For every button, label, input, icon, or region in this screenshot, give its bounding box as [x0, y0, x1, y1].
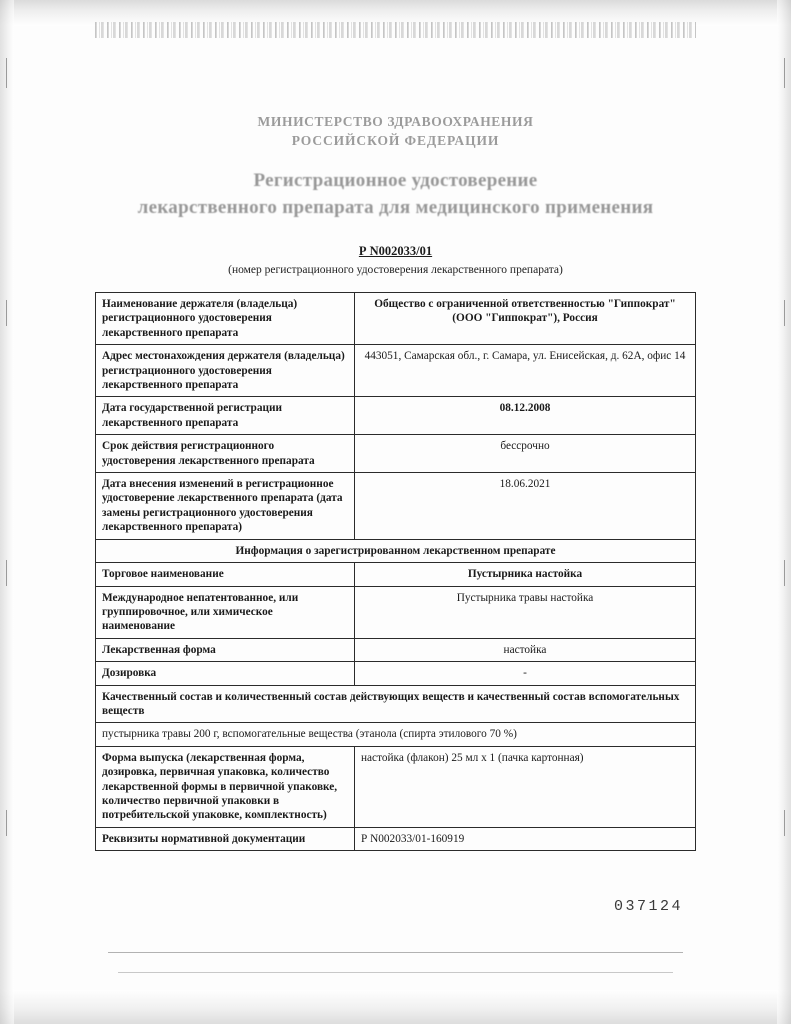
registration-details-table: [95, 292, 696, 851]
document-serial-number: 037124: [613, 898, 683, 915]
table-row: [96, 638, 696, 661]
table-row: [96, 685, 696, 723]
row-value: -: [355, 662, 696, 685]
ministry-line-1: МИНИСТЕРСТВО ЗДРАВООХРАНЕНИЯ: [257, 114, 534, 129]
row-label: Форма выпуска (лекарственная форма, дозировка, первичная упаковка, количество лекарственной формы в первичной упаковке, количество первичной упаковки в потребительской упаковке, комплектность): [96, 746, 355, 827]
row-label: Срок действия регистрационного удостоверения лекарственного препарата: [96, 435, 355, 473]
table-row: [96, 746, 696, 827]
row-value: настойка: [355, 638, 696, 661]
section-header: Информация о зарегистрированном лекарственном препарате: [96, 539, 696, 562]
row-value: 18.06.2021: [355, 473, 696, 540]
row-label: Международное непатентованное, или группировочное, или химическое наименование: [96, 586, 355, 638]
row-value: Пустырника настойка: [355, 563, 696, 586]
table-row: [96, 345, 696, 397]
row-label: Торговое наименование: [96, 563, 355, 586]
row-label: Реквизиты нормативной документации: [96, 827, 355, 850]
table-row: [96, 662, 696, 685]
table-row: [96, 586, 696, 638]
row-value: настойка (флакон) 25 мл х 1 (пачка картонная): [355, 746, 696, 827]
scan-edge-bottom: [0, 990, 791, 1024]
scan-rule: [118, 972, 673, 973]
ministry-line-2: РОССИЙСКОЙ ФЕДЕРАЦИИ: [291, 133, 500, 148]
row-value: Пустырника травы настойка: [355, 586, 696, 638]
ministry-heading: [95, 112, 696, 150]
scan-rule: [108, 952, 683, 953]
composition-value: пустырника травы 200 г, вспомогательные вещества (этанола (спирта этилового 70 %): [96, 723, 696, 746]
row-label: Лекарственная форма: [96, 638, 355, 661]
row-label: Дата внесения изменений в регистрационное удостоверение лекарственного препарата (дата замены регистрационного удостоверения лекарственного препарата): [96, 473, 355, 540]
row-label: Адрес местонахождения держателя (владельца) регистрационного удостоверения лекарственного препарата: [96, 345, 355, 397]
row-value: 443051, Самарская обл., г. Самара, ул. Енисейская, д. 62А, офис 14: [355, 345, 696, 397]
composition-header: Качественный состав и количественный состав действующих веществ и качественный состав вспомогательных веществ: [96, 685, 696, 723]
table-row: [96, 827, 696, 850]
table-row: [96, 293, 696, 345]
row-label: Дозировка: [96, 662, 355, 685]
row-label: Наименование держателя (владельца) регистрационного удостоверения лекарственного препарата: [96, 293, 355, 345]
page-title: [95, 167, 696, 221]
title-line-1: Регистрационное удостоверение: [253, 170, 538, 191]
row-value: Р N002033/01-160919: [355, 827, 696, 850]
row-value: бессрочно: [355, 435, 696, 473]
table-section-row: [96, 539, 696, 562]
table-row: [96, 397, 696, 435]
table-row: [96, 563, 696, 586]
table-row: [96, 435, 696, 473]
row-value: 08.12.2008: [355, 397, 696, 435]
table-row: [96, 473, 696, 540]
row-label: Дата государственной регистрации лекарственного препарата: [96, 397, 355, 435]
registration-number: Р N002033/01: [358, 244, 433, 258]
table-row: [96, 723, 696, 746]
row-value: Общество с ограниченной ответственностью "Гиппократ" (ООО "Гиппократ"), Россия: [355, 293, 696, 345]
title-line-2: лекарственного препарата для медицинского применения: [137, 197, 654, 218]
registration-number-caption: (номер регистрационного удостоверения лекарственного препарата): [228, 264, 563, 276]
